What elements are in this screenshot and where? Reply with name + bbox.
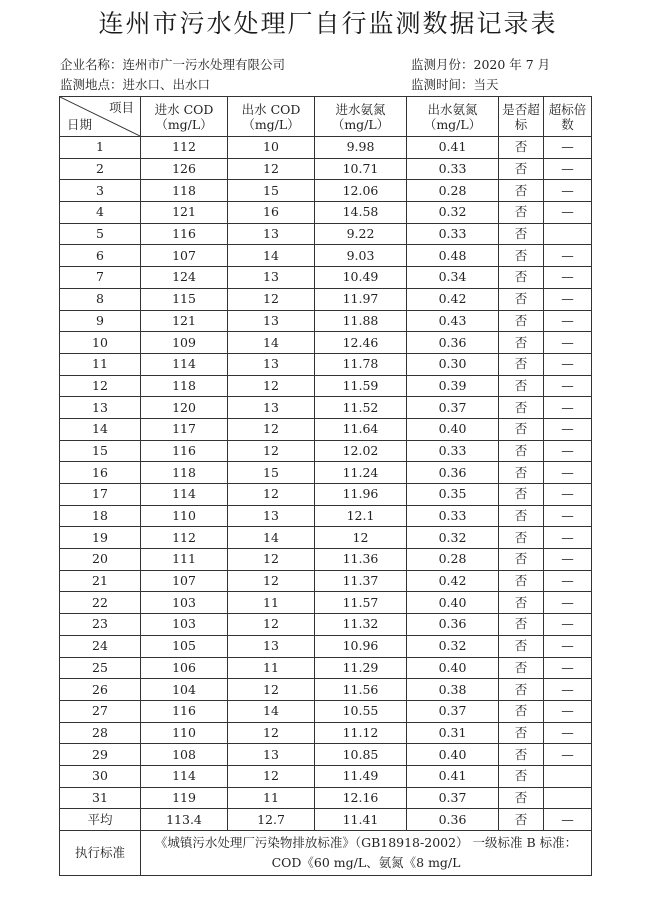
exceed-flag-cell: 否 (499, 679, 544, 701)
exceed-flag-cell: 否 (499, 722, 544, 744)
exceed-flag-cell: 否 (499, 397, 544, 419)
exceed-multiple-cell (544, 787, 592, 809)
date-cell: 7 (60, 267, 141, 289)
influent-cod-cell: 110 (141, 722, 228, 744)
date-cell: 31 (60, 787, 141, 809)
date-cell: 24 (60, 635, 141, 657)
influent-ammonia-cell: 9.98 (315, 137, 407, 159)
date-cell: 14 (60, 418, 141, 440)
effluent-ammonia-cell: 0.41 (407, 137, 499, 159)
table-row (60, 505, 592, 527)
effluent-cod-cell: 14 (228, 332, 315, 354)
effluent-ammonia-cell: 0.37 (407, 787, 499, 809)
effluent-cod-cell: 12 (228, 722, 315, 744)
effluent-ammonia-cell: 0.28 (407, 180, 499, 202)
date-cell: 27 (60, 700, 141, 722)
table-row (60, 223, 592, 245)
date-cell: 20 (60, 549, 141, 571)
column-header: 出水氨氮（mg/L） (407, 97, 499, 137)
exceed-flag-cell: 否 (499, 202, 544, 224)
exceed-flag-cell: 否 (499, 657, 544, 679)
effluent-ammonia-cell: 0.32 (407, 635, 499, 657)
effluent-cod-cell: 12 (228, 158, 315, 180)
exceed-multiple-cell: — (544, 592, 592, 614)
influent-cod-cell: 124 (141, 267, 228, 289)
influent-cod-cell: 114 (141, 353, 228, 375)
influent-ammonia-cell: 11.64 (315, 418, 407, 440)
exceed-flag-cell: 否 (499, 332, 544, 354)
effluent-ammonia-cell: 0.40 (407, 418, 499, 440)
date-cell: 4 (60, 202, 141, 224)
table-row (60, 722, 592, 744)
effluent-ammonia-cell: 0.35 (407, 484, 499, 506)
exceed-multiple-cell: — (544, 397, 592, 419)
effluent-ammonia-cell: 0.32 (407, 202, 499, 224)
influent-ammonia-cell: 11.78 (315, 353, 407, 375)
date-cell: 3 (60, 180, 141, 202)
effluent-cod-cell: 12 (228, 614, 315, 636)
exceed-multiple-cell: — (544, 700, 592, 722)
influent-cod-cell: 107 (141, 570, 228, 592)
influent-ammonia-cell: 12.46 (315, 332, 407, 354)
effluent-ammonia-cell: 0.30 (407, 353, 499, 375)
influent-ammonia-cell: 11.57 (315, 592, 407, 614)
effluent-cod-cell: 12 (228, 679, 315, 701)
exceed-multiple-cell: — (544, 158, 592, 180)
exceed-flag-cell: 否 (499, 353, 544, 375)
influent-cod-cell: 117 (141, 418, 228, 440)
column-header: 出水 COD（mg/L） (228, 97, 315, 137)
influent-cod-cell: 105 (141, 635, 228, 657)
column-header: 进水 COD（mg/L） (141, 97, 228, 137)
effluent-cod-cell: 13 (228, 635, 315, 657)
influent-cod-cell: 114 (141, 484, 228, 506)
exceed-flag-cell: 否 (499, 375, 544, 397)
effluent-ammonia-cell: 0.39 (407, 375, 499, 397)
effluent-cod-cell: 13 (228, 267, 315, 289)
influent-ammonia-cell: 11.29 (315, 657, 407, 679)
date-cell: 26 (60, 679, 141, 701)
influent-ammonia-cell: 11.36 (315, 549, 407, 571)
exceed-multiple-cell: — (544, 809, 592, 831)
date-cell: 11 (60, 353, 141, 375)
influent-cod-cell: 120 (141, 397, 228, 419)
date-cell: 25 (60, 657, 141, 679)
table-row (60, 180, 592, 202)
exceed-multiple-cell: — (544, 267, 592, 289)
table-row (60, 657, 592, 679)
influent-ammonia-cell: 12 (315, 527, 407, 549)
influent-ammonia-cell: 12.16 (315, 787, 407, 809)
date-cell: 23 (60, 614, 141, 636)
effluent-ammonia-cell: 0.37 (407, 397, 499, 419)
effluent-cod-cell: 13 (228, 310, 315, 332)
influent-cod-cell: 111 (141, 549, 228, 571)
exceed-flag-cell: 否 (499, 505, 544, 527)
exceed-flag-cell: 否 (499, 158, 544, 180)
influent-cod-cell: 112 (141, 527, 228, 549)
exceed-multiple-cell: — (544, 527, 592, 549)
influent-cod-cell: 107 (141, 245, 228, 267)
exceed-flag-cell: 否 (499, 549, 544, 571)
effluent-cod-cell: 16 (228, 202, 315, 224)
influent-ammonia-cell: 11.49 (315, 765, 407, 787)
influent-cod-cell: 110 (141, 505, 228, 527)
exceed-multiple-cell: — (544, 570, 592, 592)
date-cell: 13 (60, 397, 141, 419)
table-row (60, 202, 592, 224)
effluent-cod-cell: 10 (228, 137, 315, 159)
table-row (60, 549, 592, 571)
exceed-flag-cell: 否 (499, 484, 544, 506)
date-cell: 19 (60, 527, 141, 549)
influent-ammonia-cell: 10.71 (315, 158, 407, 180)
influent-ammonia-cell: 11.97 (315, 288, 407, 310)
monitoring-location: 监测地点：进水口、出水口 (60, 77, 211, 92)
exceed-multiple-cell: — (544, 484, 592, 506)
influent-ammonia-cell: 10.85 (315, 744, 407, 766)
exceed-flag-cell: 否 (499, 700, 544, 722)
influent-cod-cell: 106 (141, 657, 228, 679)
table-row (60, 418, 592, 440)
exceed-flag-cell: 否 (499, 180, 544, 202)
table-row (60, 635, 592, 657)
effluent-cod-cell: 15 (228, 462, 315, 484)
exceed-multiple-cell: — (544, 635, 592, 657)
exceed-multiple-cell: — (544, 202, 592, 224)
table-row (60, 245, 592, 267)
exceed-multiple-cell (544, 765, 592, 787)
influent-cod-cell: 118 (141, 462, 228, 484)
influent-cod-cell: 108 (141, 744, 228, 766)
influent-ammonia-cell: 11.56 (315, 679, 407, 701)
exceed-multiple-cell: — (544, 505, 592, 527)
date-cell: 21 (60, 570, 141, 592)
effluent-ammonia-cell: 0.43 (407, 310, 499, 332)
effluent-cod-cell: 12 (228, 418, 315, 440)
exceed-flag-cell: 否 (499, 440, 544, 462)
table-header-row (60, 97, 592, 137)
exceed-multiple-cell: — (544, 549, 592, 571)
date-cell: 2 (60, 158, 141, 180)
date-cell: 22 (60, 592, 141, 614)
monitoring-table (59, 96, 592, 876)
effluent-cod-cell: 11 (228, 657, 315, 679)
influent-cod-cell: 113.4 (141, 809, 228, 831)
effluent-ammonia-cell: 0.31 (407, 722, 499, 744)
influent-ammonia-cell: 9.22 (315, 223, 407, 245)
influent-cod-cell: 119 (141, 787, 228, 809)
table-row (60, 310, 592, 332)
influent-cod-cell: 112 (141, 137, 228, 159)
column-header: 进水氨氮（mg/L） (315, 97, 407, 137)
date-cell: 18 (60, 505, 141, 527)
influent-ammonia-cell: 12.02 (315, 440, 407, 462)
exceed-flag-cell: 否 (499, 288, 544, 310)
standard-row (60, 831, 592, 876)
date-cell: 6 (60, 245, 141, 267)
influent-cod-cell: 126 (141, 158, 228, 180)
influent-cod-cell: 114 (141, 765, 228, 787)
exceed-flag-cell: 否 (499, 787, 544, 809)
effluent-cod-cell: 12 (228, 570, 315, 592)
effluent-ammonia-cell: 0.33 (407, 505, 499, 527)
effluent-ammonia-cell: 0.28 (407, 549, 499, 571)
exceed-multiple-cell: — (544, 332, 592, 354)
influent-ammonia-cell: 9.03 (315, 245, 407, 267)
table-row (60, 592, 592, 614)
exceed-multiple-cell: — (544, 418, 592, 440)
influent-ammonia-cell: 11.59 (315, 375, 407, 397)
average-row (60, 809, 592, 831)
table-row (60, 614, 592, 636)
influent-cod-cell: 116 (141, 440, 228, 462)
corner-label-item: 项目 (108, 100, 134, 115)
effluent-cod-cell: 13 (228, 353, 315, 375)
exceed-flag-cell: 否 (499, 765, 544, 787)
table-row (60, 137, 592, 159)
table-row (60, 397, 592, 419)
column-header: 超标倍数 (544, 97, 592, 137)
effluent-ammonia-cell: 0.48 (407, 245, 499, 267)
monitoring-time: 监测时间：当天 (411, 77, 499, 92)
standard-label: 执行标准 (60, 831, 141, 876)
date-cell: 17 (60, 484, 141, 506)
influent-cod-cell: 116 (141, 223, 228, 245)
exceed-multiple-cell: — (544, 679, 592, 701)
influent-cod-cell: 103 (141, 614, 228, 636)
effluent-cod-cell: 14 (228, 527, 315, 549)
date-cell: 5 (60, 223, 141, 245)
table-row (60, 570, 592, 592)
table-row (60, 332, 592, 354)
exceed-multiple-cell: — (544, 353, 592, 375)
column-header: 是否超标 (499, 97, 544, 137)
effluent-cod-cell: 13 (228, 397, 315, 419)
table-row (60, 158, 592, 180)
date-cell: 8 (60, 288, 141, 310)
exceed-multiple-cell (544, 223, 592, 245)
influent-cod-cell: 118 (141, 375, 228, 397)
influent-ammonia-cell: 11.37 (315, 570, 407, 592)
exceed-multiple-cell: — (544, 310, 592, 332)
exceed-multiple-cell: — (544, 744, 592, 766)
effluent-ammonia-cell: 0.40 (407, 592, 499, 614)
effluent-ammonia-cell: 0.37 (407, 700, 499, 722)
effluent-cod-cell: 13 (228, 223, 315, 245)
effluent-ammonia-cell: 0.33 (407, 440, 499, 462)
exceed-flag-cell: 否 (499, 592, 544, 614)
exceed-flag-cell: 否 (499, 744, 544, 766)
influent-ammonia-cell: 14.58 (315, 202, 407, 224)
effluent-ammonia-cell: 0.36 (407, 332, 499, 354)
effluent-cod-cell: 12 (228, 549, 315, 571)
effluent-cod-cell: 12 (228, 375, 315, 397)
exceed-multiple-cell: — (544, 245, 592, 267)
influent-cod-cell: 115 (141, 288, 228, 310)
exceed-multiple-cell: — (544, 375, 592, 397)
average-label: 平均 (60, 809, 141, 831)
exceed-multiple-cell: — (544, 137, 592, 159)
influent-ammonia-cell: 11.96 (315, 484, 407, 506)
effluent-ammonia-cell: 0.42 (407, 288, 499, 310)
exceed-flag-cell: 否 (499, 527, 544, 549)
exceed-multiple-cell: — (544, 440, 592, 462)
exceed-flag-cell: 否 (499, 809, 544, 831)
exceed-multiple-cell: — (544, 722, 592, 744)
influent-cod-cell: 104 (141, 679, 228, 701)
date-cell: 9 (60, 310, 141, 332)
effluent-ammonia-cell: 0.33 (407, 223, 499, 245)
exceed-multiple-cell: — (544, 614, 592, 636)
effluent-cod-cell: 12 (228, 765, 315, 787)
exceed-flag-cell: 否 (499, 245, 544, 267)
effluent-cod-cell: 12 (228, 288, 315, 310)
influent-ammonia-cell: 11.88 (315, 310, 407, 332)
effluent-ammonia-cell: 0.32 (407, 527, 499, 549)
influent-cod-cell: 121 (141, 310, 228, 332)
influent-ammonia-cell: 11.41 (315, 809, 407, 831)
influent-cod-cell: 116 (141, 700, 228, 722)
date-cell: 12 (60, 375, 141, 397)
header-corner-cell (60, 97, 141, 137)
effluent-ammonia-cell: 0.41 (407, 765, 499, 787)
date-cell: 1 (60, 137, 141, 159)
exceed-flag-cell: 否 (499, 570, 544, 592)
date-cell: 30 (60, 765, 141, 787)
date-cell: 10 (60, 332, 141, 354)
exceed-flag-cell: 否 (499, 267, 544, 289)
effluent-ammonia-cell: 0.42 (407, 570, 499, 592)
effluent-ammonia-cell: 0.40 (407, 657, 499, 679)
effluent-ammonia-cell: 0.36 (407, 462, 499, 484)
table-row (60, 267, 592, 289)
influent-ammonia-cell: 10.49 (315, 267, 407, 289)
effluent-ammonia-cell: 0.36 (407, 809, 499, 831)
exceed-multiple-cell: — (544, 180, 592, 202)
influent-ammonia-cell: 11.12 (315, 722, 407, 744)
influent-ammonia-cell: 11.52 (315, 397, 407, 419)
company-name: 企业名称：连州市广一污水处理有限公司 (60, 57, 286, 72)
table-row (60, 375, 592, 397)
table-row (60, 462, 592, 484)
effluent-cod-cell: 14 (228, 245, 315, 267)
effluent-cod-cell: 11 (228, 787, 315, 809)
exceed-multiple-cell: — (544, 462, 592, 484)
exceed-flag-cell: 否 (499, 635, 544, 657)
effluent-cod-cell: 12 (228, 440, 315, 462)
influent-ammonia-cell: 10.55 (315, 700, 407, 722)
effluent-cod-cell: 15 (228, 180, 315, 202)
standard-text: 《城镇污水处理厂污染物排放标准》（GB18918-2002） 一级标准 B 标准：COD《60 mg/L、氨氮《8 mg/L (141, 831, 592, 876)
effluent-cod-cell: 13 (228, 744, 315, 766)
influent-cod-cell: 118 (141, 180, 228, 202)
date-cell: 16 (60, 462, 141, 484)
effluent-cod-cell: 13 (228, 505, 315, 527)
influent-ammonia-cell: 11.32 (315, 614, 407, 636)
effluent-ammonia-cell: 0.33 (407, 158, 499, 180)
effluent-cod-cell: 11 (228, 592, 315, 614)
date-cell: 28 (60, 722, 141, 744)
table-row (60, 700, 592, 722)
effluent-ammonia-cell: 0.40 (407, 744, 499, 766)
exceed-multiple-cell: — (544, 288, 592, 310)
date-cell: 29 (60, 744, 141, 766)
influent-cod-cell: 121 (141, 202, 228, 224)
date-cell: 15 (60, 440, 141, 462)
table-row (60, 679, 592, 701)
table-row (60, 744, 592, 766)
influent-ammonia-cell: 12.1 (315, 505, 407, 527)
table-row (60, 765, 592, 787)
exceed-flag-cell: 否 (499, 418, 544, 440)
table-row (60, 527, 592, 549)
exceed-multiple-cell: — (544, 657, 592, 679)
effluent-cod-cell: 14 (228, 700, 315, 722)
exceed-flag-cell: 否 (499, 223, 544, 245)
effluent-ammonia-cell: 0.34 (407, 267, 499, 289)
exceed-flag-cell: 否 (499, 462, 544, 484)
table-row (60, 288, 592, 310)
page-title: 连州市污水处理厂自行监测数据记录表 (98, 9, 558, 38)
table-row (60, 353, 592, 375)
table-row (60, 440, 592, 462)
effluent-cod-cell: 12.7 (228, 809, 315, 831)
effluent-ammonia-cell: 0.38 (407, 679, 499, 701)
influent-ammonia-cell: 11.24 (315, 462, 407, 484)
effluent-ammonia-cell: 0.36 (407, 614, 499, 636)
exceed-flag-cell: 否 (499, 137, 544, 159)
monitoring-month: 监测月份：2020 年 7 月 (411, 57, 551, 72)
table-row (60, 787, 592, 809)
exceed-flag-cell: 否 (499, 614, 544, 636)
influent-cod-cell: 103 (141, 592, 228, 614)
exceed-flag-cell: 否 (499, 310, 544, 332)
influent-ammonia-cell: 10.96 (315, 635, 407, 657)
corner-label-date: 日期 (67, 117, 93, 132)
effluent-cod-cell: 12 (228, 484, 315, 506)
table-row (60, 484, 592, 506)
influent-cod-cell: 109 (141, 332, 228, 354)
influent-ammonia-cell: 12.06 (315, 180, 407, 202)
